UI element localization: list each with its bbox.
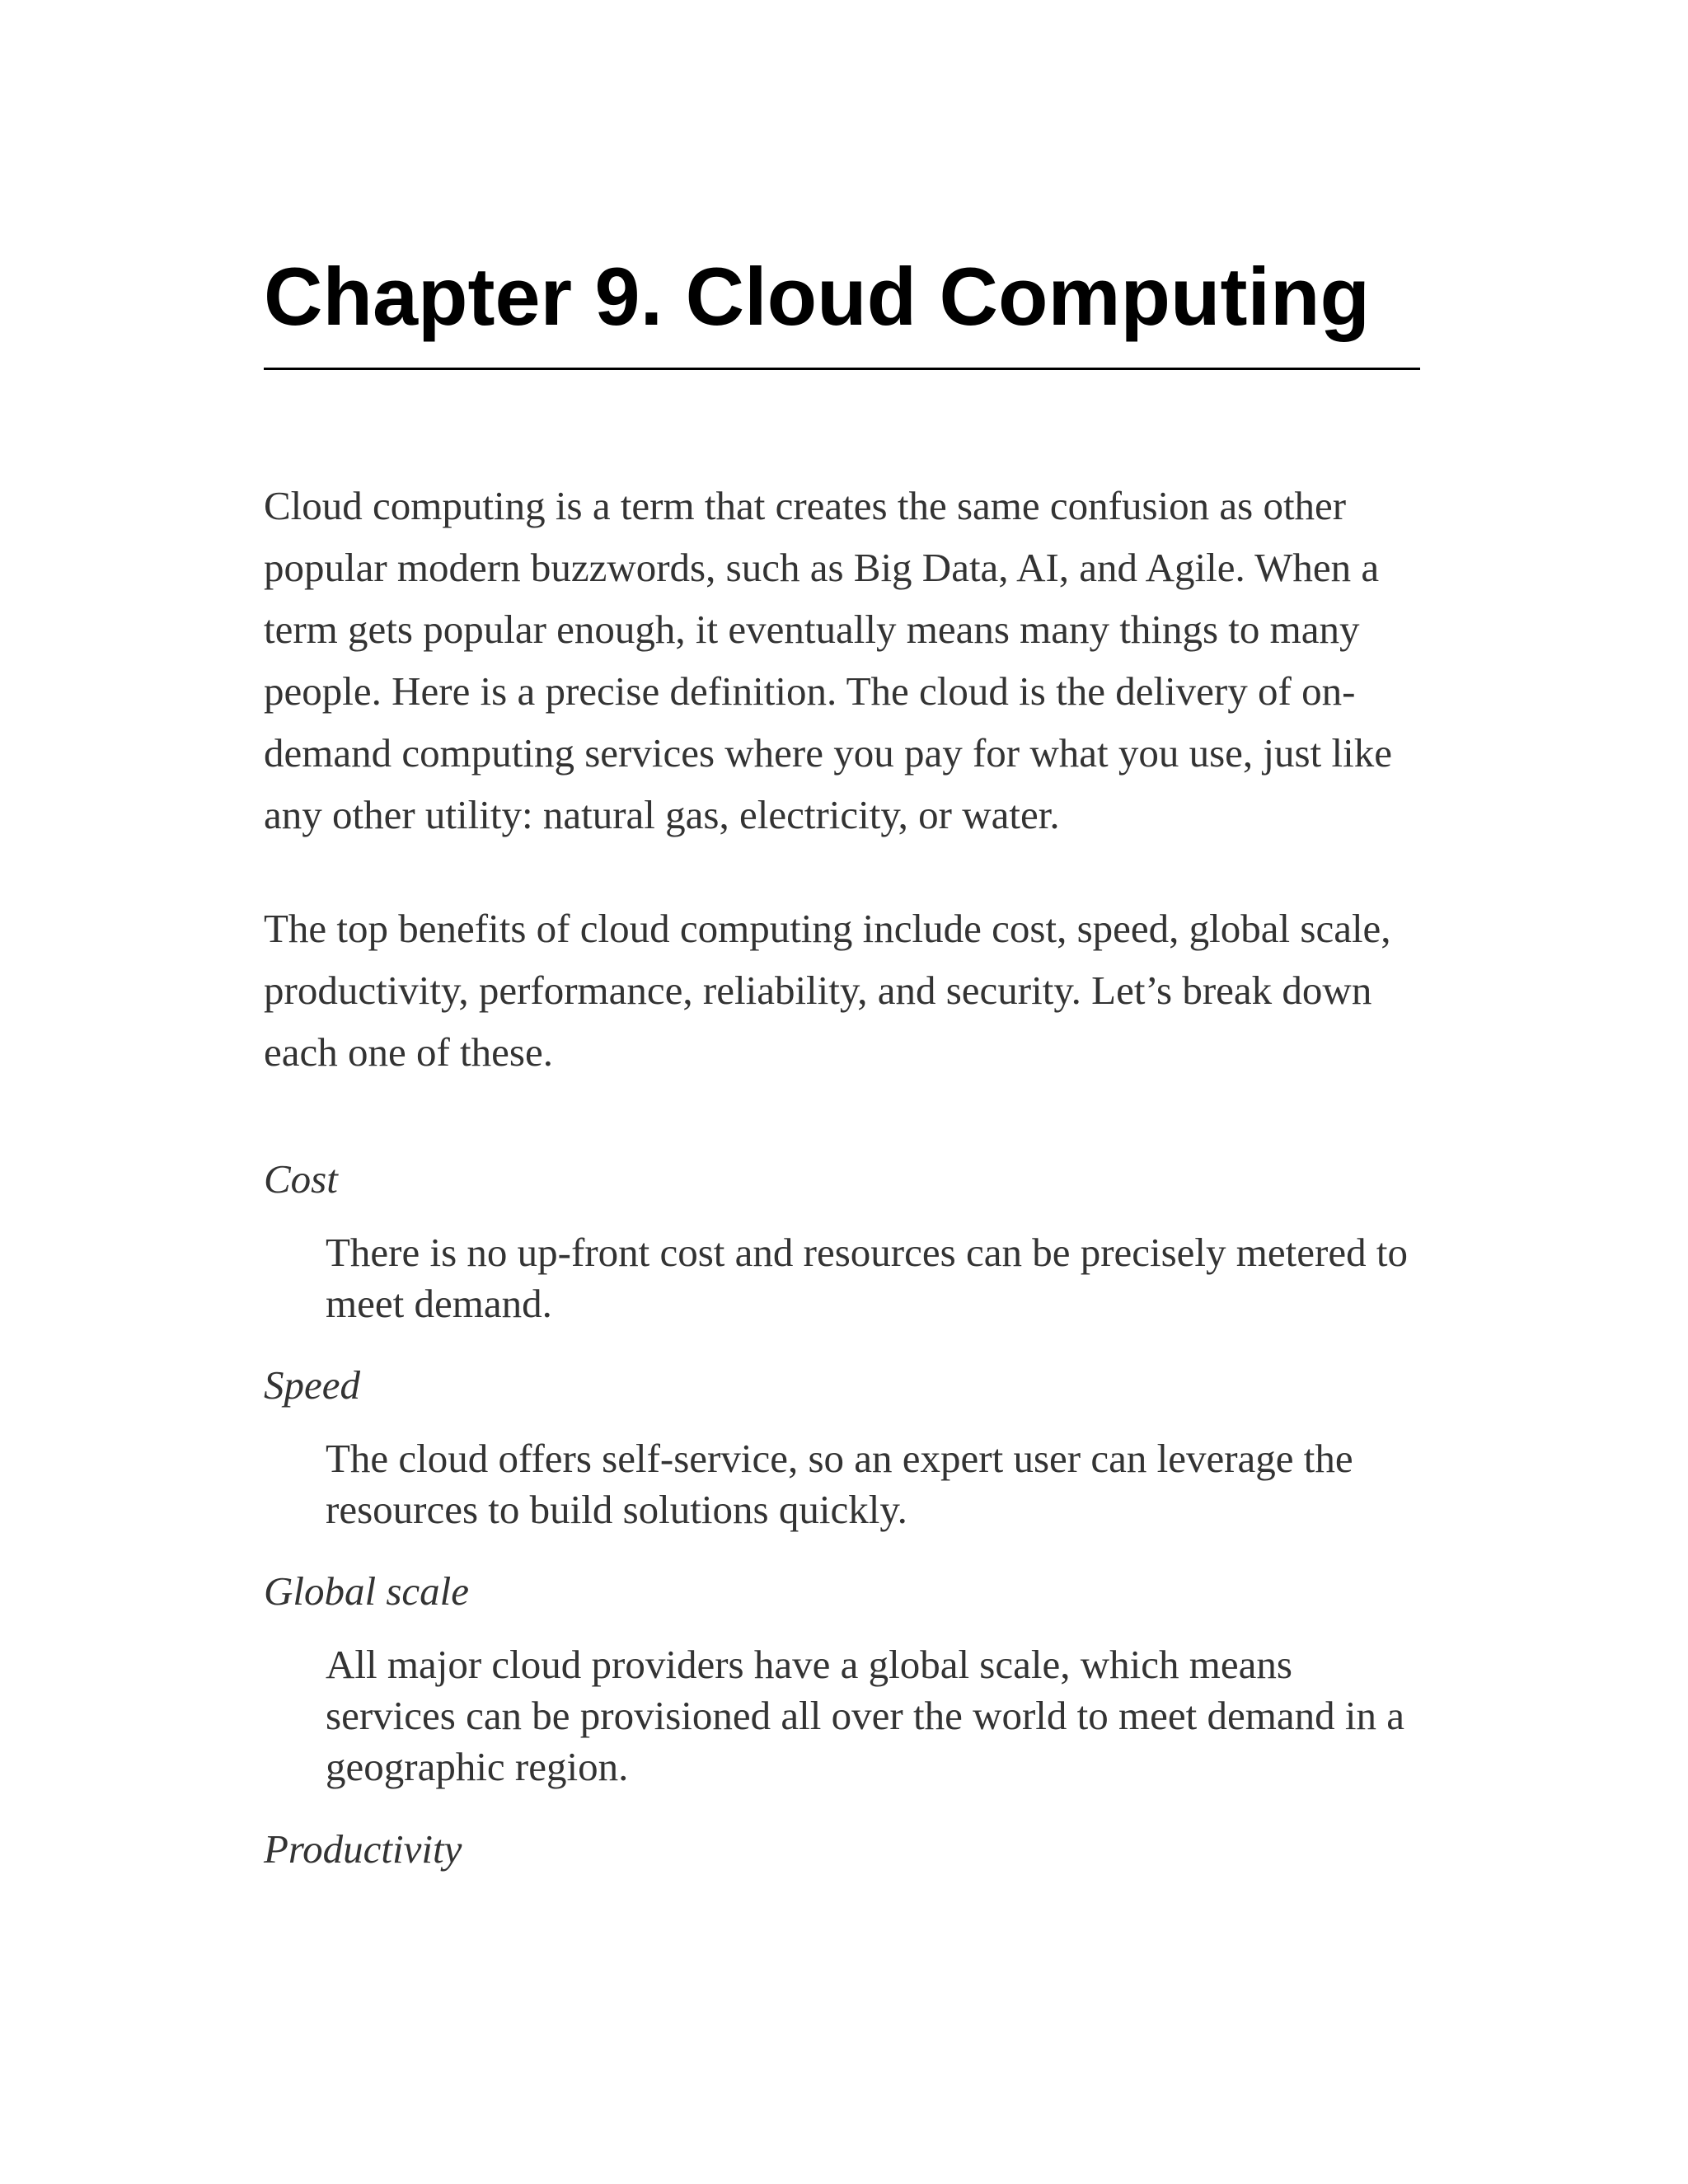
benefit-definition-global-scale: All major cloud providers have a global scale, which means services can be provisioned all over the world to meet demand in a geographic region.: [326, 1642, 1404, 1789]
benefits-paragraph: The top benefits of cloud computing include cost, speed, global scale, productivity, performance, reliability, and security. Let’s break down each one of these.: [264, 906, 1391, 1075]
benefit-term-global-scale: Global scale: [264, 1568, 470, 1614]
benefit-term-cost: Cost: [264, 1156, 338, 1202]
benefit-term-speed: Speed: [264, 1362, 360, 1408]
title-divider: [264, 368, 1420, 370]
chapter-title: Chapter 9. Cloud Computing: [264, 251, 1370, 342]
benefit-definition-speed: The cloud offers self-service, so an expert user can leverage the resources to build solutions quickly.: [326, 1436, 1353, 1532]
benefit-definition-cost: There is no up-front cost and resources can be precisely metered to meet demand.: [326, 1230, 1408, 1326]
intro-paragraph: Cloud computing is a term that creates the same confusion as other popular modern buzzwords, such as Big Data, AI, and Agile. When a term gets popular enough, it eventually means many things to many people. Here is a precise definition. The cloud is the delivery of on-demand computing services where you pay for what you use, just like any other utility: natural gas, electricity, or water.: [264, 483, 1392, 837]
benefit-term-productivity: Productivity: [264, 1826, 462, 1872]
